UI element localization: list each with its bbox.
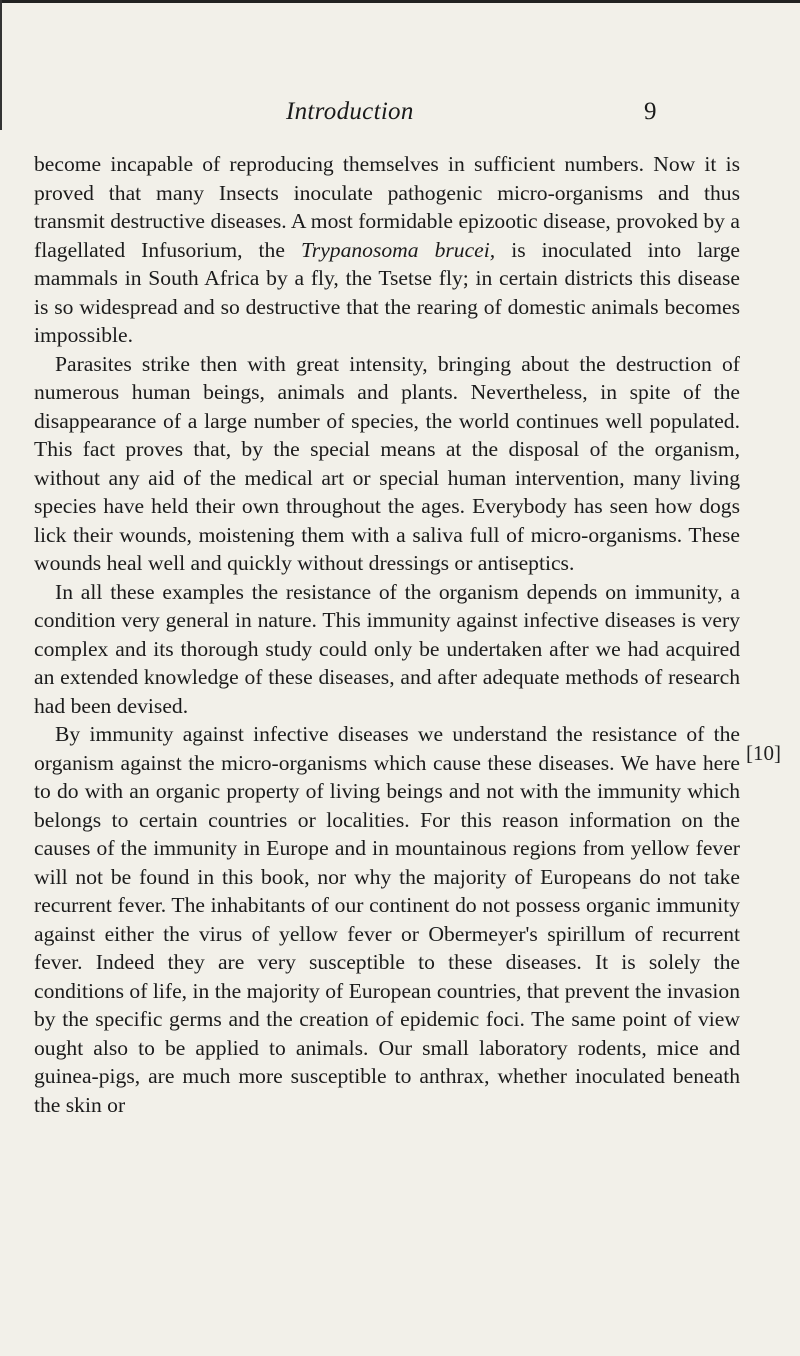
paragraph-1 — [34, 150, 740, 350]
paragraph-1-text-start: become incapable of reproducing themselves in sufficient numbers. Now it is proved that many Insects inoculate pathogenic micro-organisms and thus transmit destructive diseases. A most formidable epizootic disease, provoked by a flagellated Infusorium, the — [34, 152, 740, 262]
species-name-italic: Trypanosoma brucei, — [300, 237, 496, 262]
paragraph-1-text-end: is inoculated into large mammals in South Africa by a fly, the Tsetse fly; in certain districts this disease is so widespread and so destructive that the rearing of domestic animals becomes impossible. — [34, 237, 740, 347]
page-number: 9 — [644, 98, 657, 125]
paragraph-4: By immunity against infective diseases we understand the resistance of the organism against the micro-organisms which cause these diseases. We have here to do with an organic property of living beings and not with the immunity which belongs to certain countries or localities. For this reason information on the causes of the immunity in Europe and in mountainous regions from yellow fever will not be found in this book, nor why the majority of Europeans do not take recurrent fever. The inhabitants of our continent do not possess organic immunity against either the virus of yellow fever or Obermeyer's spirillum of recurrent fever. Indeed they are very susceptible to these diseases. It is solely the conditions of life, in the majority of European countries, that prevent the invasion by the specific germs and the creation of epidemic foci. The same point of view ought also to be applied to animals. Our small laboratory rodents, mice and guinea-pigs, are much more susceptible to anthrax, whether inoculated beneath the skin or — [34, 722, 740, 1117]
body-text — [34, 150, 740, 1119]
paragraph-3: In all these examples the resistance of the organism depends on immunity, a condition very general in nature. This immunity against infective diseases is very complex and its thorough study could only be undertaken after we had acquired an extended knowledge of these diseases, and after adequate methods of research had been devised. — [34, 579, 740, 718]
margin-page-marker: [10] — [746, 741, 781, 765]
paragraph-2: Parasites strike then with great intensity, bringing about the destruction of numerous human beings, animals and plants. Nevertheless, in spite of the disappearance of a large number of species, the world continues well populated. This fact proves that, by the special means at the disposal of the organism, without any aid of the medical art or special human intervention, many living species have held their own throughout the ages. Everybody has seen how dogs lick their wounds, moistening them with a saliva full of micro-organisms. These wounds heal well and quickly without dressings or antiseptics. — [34, 351, 740, 575]
running-title: Introduction — [286, 98, 414, 125]
running-head — [0, 98, 800, 138]
